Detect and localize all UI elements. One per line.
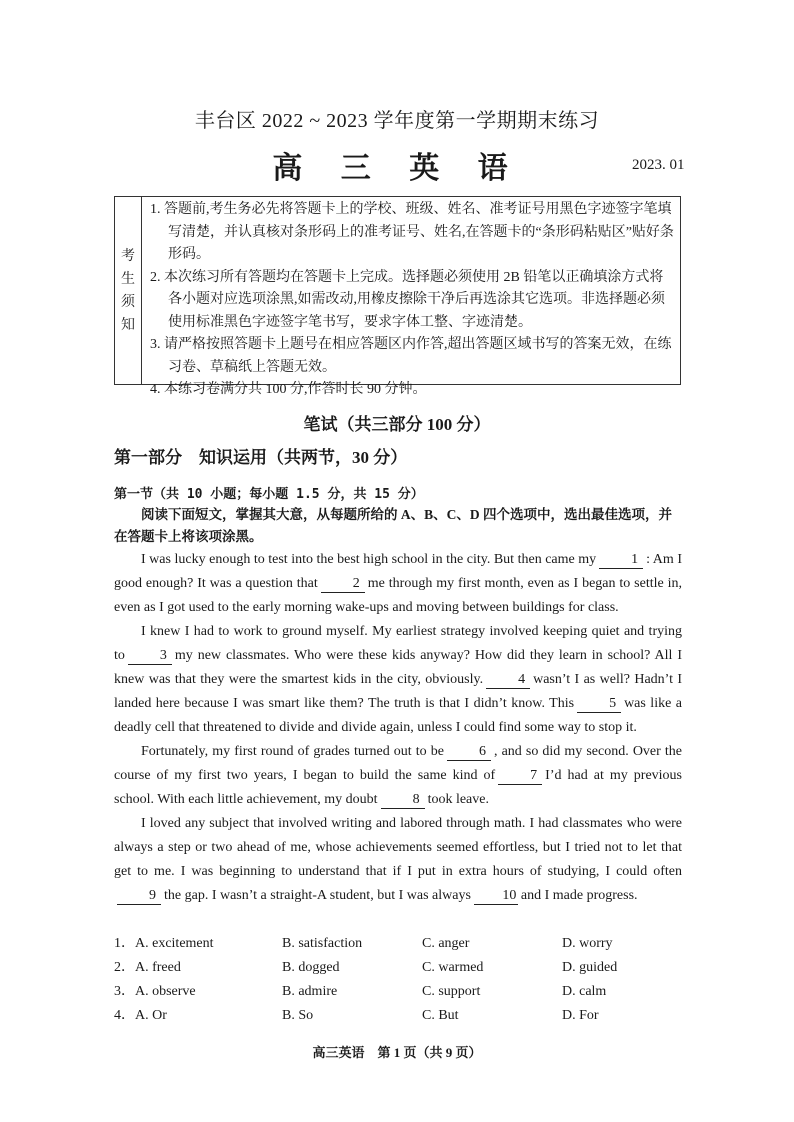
page-footer: 高三英语 第 1 页（共 9 页） — [312, 1045, 482, 1060]
blank-5: 5 — [577, 695, 621, 713]
option-d: D. calm — [562, 984, 607, 999]
passage-text: was like a deadly cell that threatened to divide and divide again, unless I could find some way to stop it. — [114, 696, 682, 735]
notice-item: 1. 答题前,考生务必先将答题卡上的学校、班级、姓名、准考证号用黑色字迹签字笔填写清楚，并认真核对条形码上的准考证号、姓名,在答题卡的“条形码粘贴区”贴好条形码。 — [150, 202, 674, 262]
candidate-notice-box — [114, 196, 681, 397]
notice-label-char: 考 — [121, 248, 135, 264]
option-a: 2．A. freed — [114, 960, 181, 975]
option-c: C. warmed — [422, 960, 484, 975]
notice-items — [142, 197, 680, 397]
option-d: D. worry — [562, 936, 613, 951]
passage-text: me through my first month, even as I began to settle in, even as I got used to the early morning wake-ups and moving between buildings for class. — [114, 576, 682, 615]
part-heading: 第一部分 知识运用（共两节，30 分） — [114, 448, 408, 467]
notice-label-char: 须 — [121, 294, 135, 310]
passage-paragraph — [114, 740, 682, 812]
notice-label-char: 知 — [121, 317, 135, 333]
passage-text: I knew I had to work to ground myself. My earliest strategy involved keeping quiet and trying to — [114, 624, 682, 663]
notice-label — [115, 197, 142, 384]
blank-6: 6 — [447, 743, 491, 761]
passage-text: Fortunately, my first round of grades turned out to be — [141, 744, 444, 759]
passage-text: , and so did my second. Over the course of my first two years, I began to build the same kind of — [114, 744, 682, 783]
option-c: C. support — [422, 984, 481, 999]
passage-text: my new classmates. Who were these kids anyway? How did they learn in school? All I knew was that they were the smartest kids in the city, obviously. — [114, 648, 682, 687]
option-a: 1．A. excitement — [114, 936, 214, 951]
exam-title: 丰台区 2022 ~ 2023 学年度第一学期期末练习 — [194, 110, 600, 132]
section-heading: 笔试（共三部分 100 分） — [303, 415, 491, 434]
subject-title: 高 三 英 语 — [272, 151, 522, 186]
passage-text: took leave. — [427, 792, 489, 807]
blank-2: 2 — [321, 575, 365, 593]
option-d: D. For — [562, 1008, 599, 1023]
passage-text: I loved any subject that involved writing and labored through math. I had classmates who were always a step or two ahead of me, whose achievements seemed effortless, but I tried not to let that get to me. I was beginning to understand that if I put in extra hours of studying, I could often — [114, 816, 682, 879]
passage-text: the gap. I wasn’t a straight-A student, but I was always — [164, 888, 471, 903]
exam-date: 2023. 01 — [632, 157, 685, 173]
blank-1: 1 — [599, 551, 643, 569]
reading-passage — [114, 548, 682, 908]
option-a: 3．A. observe — [114, 984, 196, 999]
notice-item: 3. 请严格按照答题卡上题号在相应答题区内作答,超出答题区域书写的答案无效，在练习卷、草稿纸上答题无效。 — [150, 337, 672, 375]
passage-text: I was lucky enough to test into the best high school in the city. But then came my — [141, 552, 597, 567]
notice-item: 2. 本次练习所有答题均在答题卡上完成。选择题必须使用 2B 铅笔以正确填涂方式将各小题对应选项涂黑,如需改动,用橡皮擦除干净后再选涂其它选项。非选择题必须使用标准黑色字迹签字笔书写，要求字体工整、字迹清楚。 — [150, 269, 665, 330]
notice-item: 4. 本练习卷满分共 100 分,作答时长 90 分钟。 — [150, 382, 427, 397]
option-b: B. dogged — [282, 960, 340, 975]
passage-paragraph — [114, 812, 682, 908]
passage-text: : Am I good enough? It was a question that — [114, 552, 682, 591]
blank-4: 4 — [486, 671, 530, 689]
option-a: 4．A. Or — [114, 1008, 167, 1023]
directions: 阅读下面短文，掌握其大意，从每题所给的 A、B、C、D 四个选项中，选出最佳选项，并在答题卡上将该项涂黑。 — [114, 507, 673, 544]
passage-text: wasn’t I as well? Hadn’t I landed here because I was smart like them? The truth is that I didn’t know. This — [114, 672, 683, 711]
option-d: D. guided — [562, 960, 618, 975]
option-b: B. satisfaction — [282, 936, 363, 951]
option-c: C. anger — [422, 936, 470, 951]
option-row — [114, 932, 684, 956]
option-row — [114, 980, 684, 1004]
blank-7: 7 — [498, 767, 542, 785]
option-b: B. admire — [282, 984, 338, 999]
blank-10: 10 — [474, 887, 518, 905]
option-row — [114, 1004, 684, 1028]
answer-options — [114, 932, 684, 1028]
passage-text: I’d had at my previous school. With each little achievement, my doubt — [114, 768, 683, 807]
passage-paragraph — [114, 548, 682, 620]
notice-label-char: 生 — [121, 271, 135, 287]
blank-9: 9 — [117, 887, 161, 905]
option-c: C. But — [422, 1008, 459, 1023]
blank-3: 3 — [128, 647, 172, 665]
option-row — [114, 956, 684, 980]
option-b: B. So — [282, 1008, 314, 1023]
blank-8: 8 — [381, 791, 425, 809]
passage-text: and I made progress. — [520, 888, 638, 903]
passage-paragraph — [114, 620, 682, 740]
sub-heading: 第一节（共 10 小题；每小题 1.5 分，共 15 分） — [114, 487, 424, 502]
